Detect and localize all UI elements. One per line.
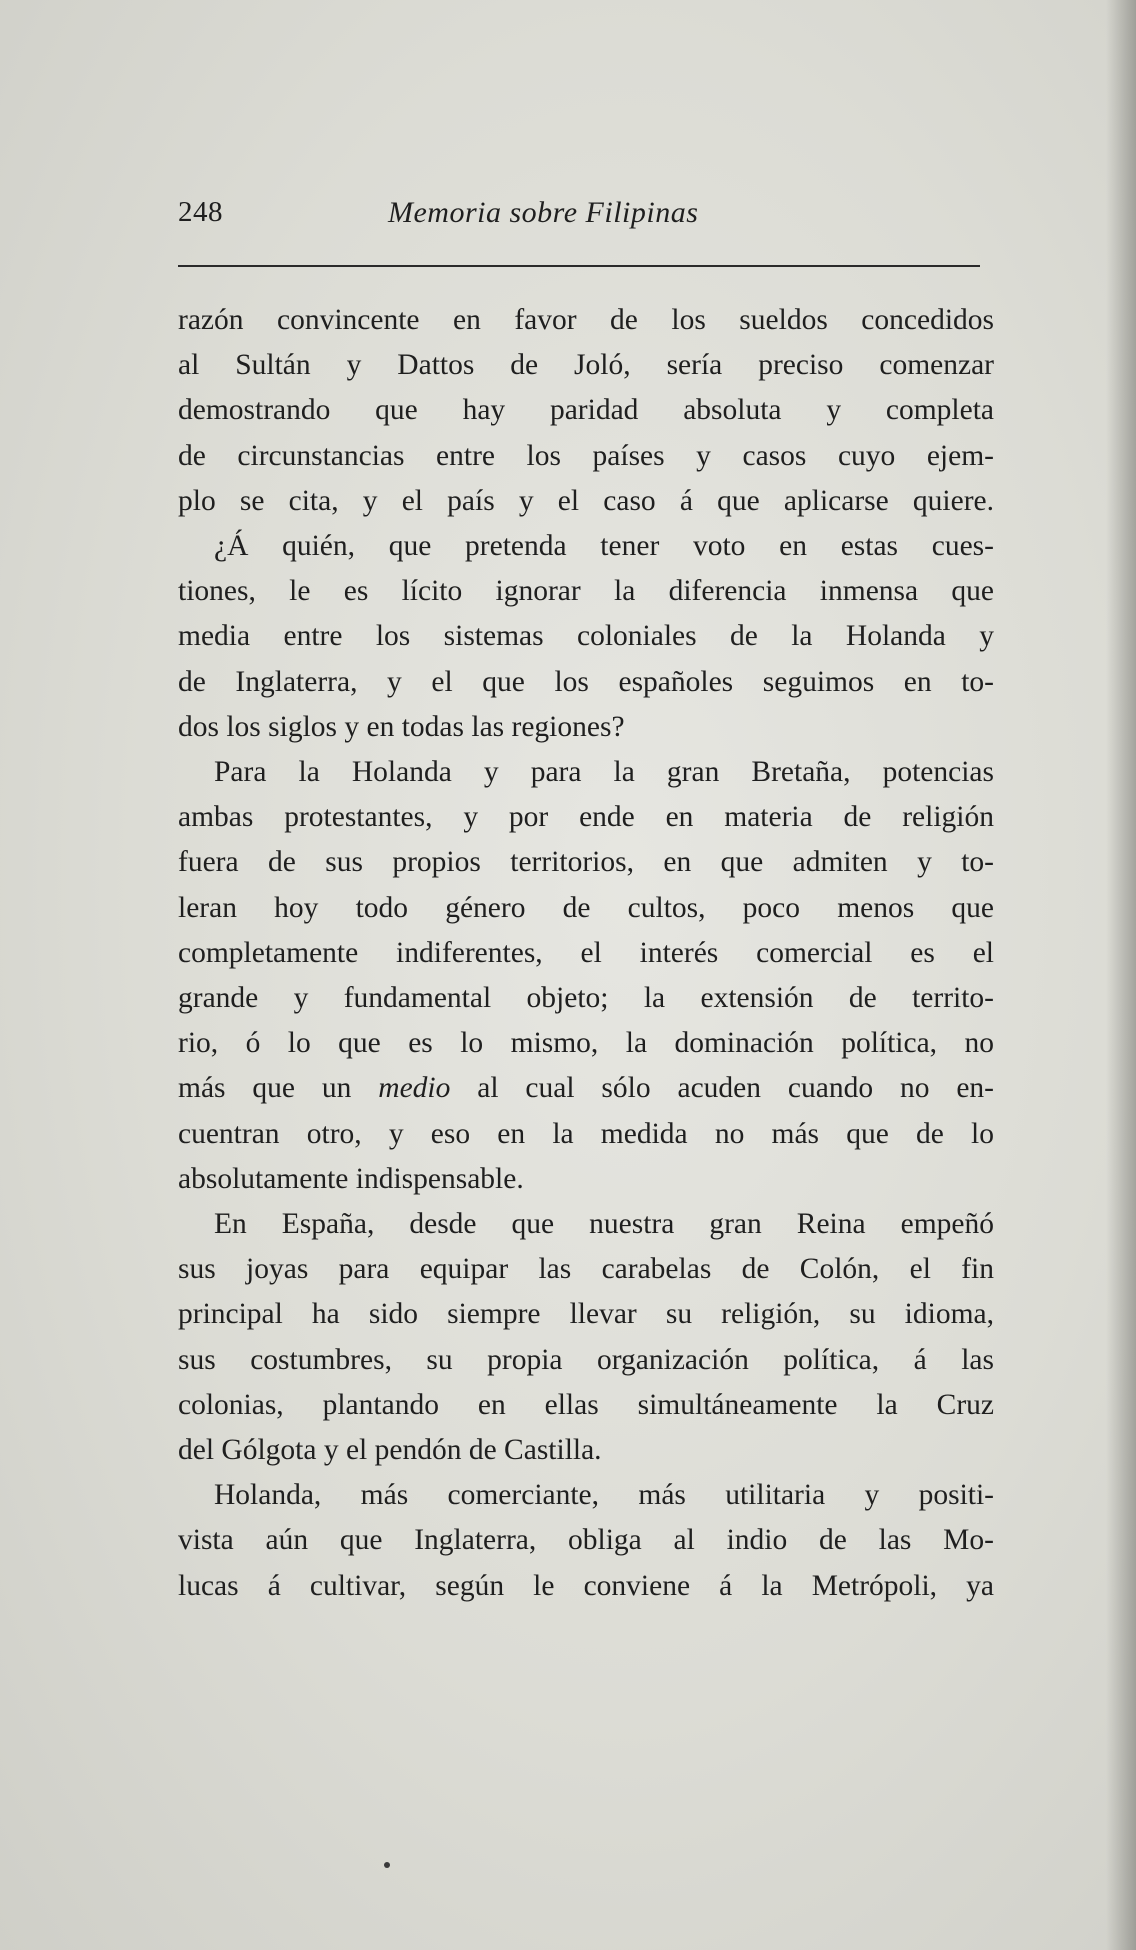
text-line: Holanda, más comerciante, más utilitaria y positi- — [214, 1479, 994, 1512]
text-line: de Inglaterra, y el que los españoles seguimos en to- — [178, 665, 994, 698]
text-line: de circunstancias entre los países y casos cuyo ejem- — [178, 439, 994, 472]
text-line: dos los siglos y en todas las regiones? — [178, 710, 625, 743]
text-line: del Gólgota y el pendón de Castilla. — [178, 1434, 602, 1467]
text-line: media entre los sistemas coloniales de la Holanda y — [178, 620, 994, 653]
text-line: completamente indiferentes, el interés comercial es el — [178, 936, 994, 969]
text-line: ¿Á quién, que pretenda tener voto en estas cues- — [214, 530, 994, 563]
text-line: ambas protestantes, y por ende en materia de religión — [178, 801, 994, 834]
text-line: sus costumbres, su propia organización política, á las — [178, 1343, 994, 1376]
text-fragment: al cual sólo acuden cuando no en- — [450, 1072, 995, 1105]
text-fragment: más que un — [178, 1072, 379, 1105]
text-line: leran hoy todo género de cultos, poco menos que — [178, 891, 994, 924]
paragraph-1 — [178, 298, 994, 750]
text-line: absolutamente indispensable. — [178, 1162, 524, 1195]
text-line: colonias, plantando en ellas simultáneamente la Cruz — [178, 1388, 994, 1421]
text-line: cuentran otro, y eso en la medida no más que de lo — [178, 1117, 994, 1150]
printer-mark — [384, 1862, 390, 1868]
running-title: Memoria sobre Filipinas — [388, 196, 699, 229]
text-line: plo se cita, y el país y el caso á que aplicarse quiere. — [178, 484, 994, 517]
page-edge-shadow — [1106, 0, 1136, 1950]
text-line: razón convincente en favor de los sueldos concedidos — [178, 304, 994, 336]
body-text — [178, 298, 994, 1609]
text-line: lucas á cultivar, según le conviene á la Metrópoli, ya — [178, 1569, 994, 1602]
text-line: vista aún que Inglaterra, obliga al indio de las Mo- — [178, 1524, 994, 1557]
paragraph-2 — [178, 750, 994, 1202]
text-line: al Sultán y Dattos de Joló, sería preciso comenzar — [178, 349, 994, 382]
header-rule — [178, 265, 980, 267]
italic-word: medio — [378, 1072, 451, 1105]
paragraph-4 — [178, 1473, 994, 1609]
text-line: tiones, le es lícito ignorar la diferencia inmensa que — [178, 575, 994, 608]
text-line: sus joyas para equipar las carabelas de Colón, el fin — [178, 1253, 994, 1286]
text-line: rio, ó lo que es lo mismo, la dominación política, no — [178, 1027, 994, 1060]
text-line: Para la Holanda y para la gran Bretaña, potencias — [214, 756, 994, 789]
text-line: En España, desde que nuestra gran Reina empeñó — [214, 1208, 994, 1241]
page-number: 248 — [178, 196, 223, 228]
text-line: fuera de sus propios territorios, en que admiten y to- — [178, 846, 994, 879]
paragraph-3 — [178, 1202, 994, 1473]
text-line — [178, 1066, 994, 1111]
page-header — [178, 196, 982, 240]
text-line: principal ha sido siempre llevar su religión, su idioma, — [178, 1298, 994, 1331]
text-line: grande y fundamental objeto; la extensión de territo- — [178, 982, 994, 1015]
text-line: demostrando que hay paridad absoluta y completa — [178, 394, 994, 427]
